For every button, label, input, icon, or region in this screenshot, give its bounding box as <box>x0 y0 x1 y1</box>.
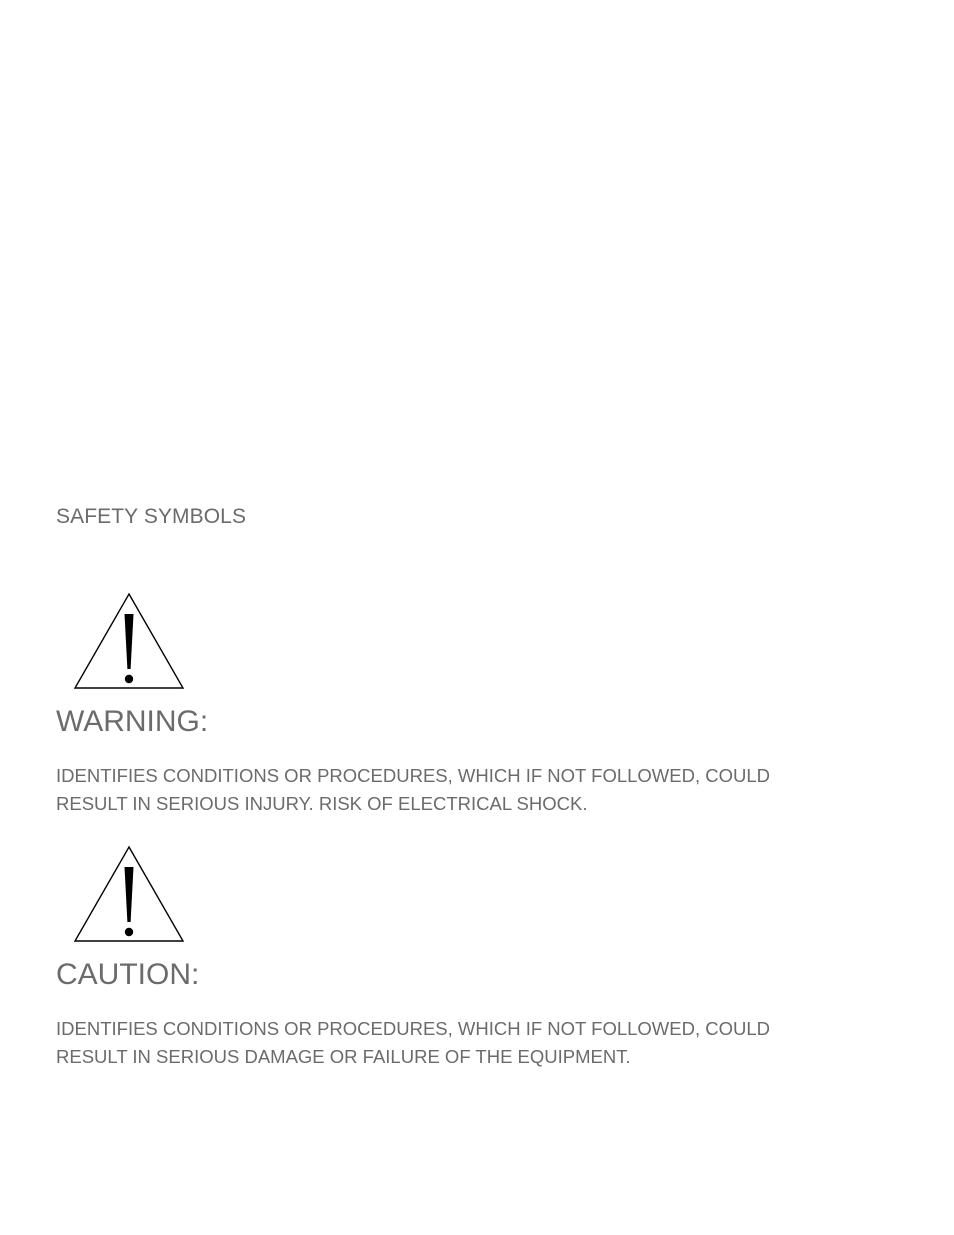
warning-label: WARNING: <box>56 705 209 738</box>
warning-description-line: IDENTIFIES CONDITIONS OR PROCEDURES, WHICH IF NOT FOLLOWED, COULD <box>56 765 771 786</box>
warning-description <box>56 762 876 818</box>
section-title: SAFETY SYMBOLS <box>56 505 247 528</box>
caution-description <box>56 1015 876 1071</box>
caution-description-line: RESULT IN SERIOUS DAMAGE OR FAILURE OF THE EQUIPMENT. <box>56 1046 631 1067</box>
caution-label: CAUTION: <box>56 958 200 991</box>
warning-triangle-exclamation-icon <box>72 592 186 690</box>
warning-description-line: RESULT IN SERIOUS INJURY. RISK OF ELECTRICAL SHOCK. <box>56 793 588 814</box>
caution-description-line: IDENTIFIES CONDITIONS OR PROCEDURES, WHICH IF NOT FOLLOWED, COULD <box>56 1018 771 1039</box>
caution-triangle-exclamation-icon <box>72 845 186 943</box>
